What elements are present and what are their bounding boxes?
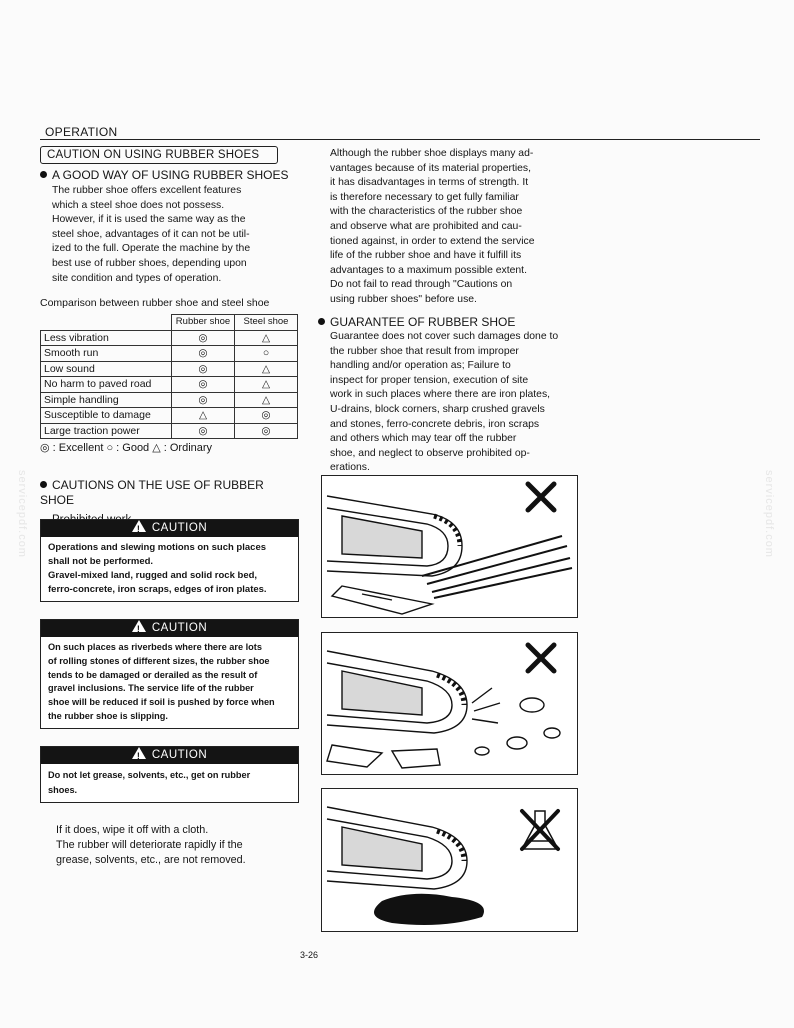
caution-2-text: On such places as riverbeds where there are lots of rolling stones of different sizes, the rubber shoe tends to be damaged or derailed as the result of gravel inclusions. The service life of the rubber shoe will be reduced if soil is pushed by force when the rubber shoe is slipping. bbox=[48, 642, 275, 721]
table-row: Low sound ◎ △ bbox=[41, 361, 298, 377]
illustration-rolling-stones bbox=[321, 632, 578, 775]
symbol-legend: ◎ : Excellent ○ : Good △ : Ordinary bbox=[40, 442, 213, 454]
good-way-section bbox=[40, 168, 298, 286]
header-rule bbox=[40, 139, 760, 140]
illustration-grease-solvents bbox=[321, 788, 578, 932]
comparison-caption: Comparison between rubber shoe and steel shoe bbox=[40, 297, 270, 309]
caution-bar: !CAUTION bbox=[41, 520, 298, 537]
table-row: Less vibration ◎ △ bbox=[41, 330, 298, 346]
page-number: 3-26 bbox=[300, 950, 319, 960]
caution-bar: !CAUTION bbox=[41, 747, 298, 764]
warning-icon bbox=[132, 747, 146, 759]
bullet-icon bbox=[40, 481, 47, 488]
col-rubber-shoe: Rubber shoe bbox=[172, 315, 235, 331]
crawler-on-stones-drawing bbox=[322, 633, 577, 774]
wipe-off-text: If it does, wipe it off with a cloth. The rubber will deteriorate rapidly if the grease, solvents, etc., are not removed. bbox=[56, 824, 246, 866]
prohibited-x-icon bbox=[528, 484, 554, 510]
crawler-in-solvent-drawing bbox=[322, 789, 577, 931]
warning-icon bbox=[132, 520, 146, 532]
guarantee-text: Guarantee does not cover such damages done to the rubber shoe that result from improper handling and/or operation as; Failure to inspect for proper tension, execution of site work in such places where there are iron plates, U-drains, block corners, sharp crushed gravels and stones, ferro-concrete debris, iron scraps and others which may tear off the rubber shoe, and neglect to observe prohibited op- erations. bbox=[330, 331, 559, 474]
table-row: Simple handling ◎ △ bbox=[41, 392, 298, 408]
caution-box-1 bbox=[40, 519, 299, 602]
cautions-use-heading: CAUTIONS ON THE USE OF RUBBER SHOE bbox=[40, 478, 264, 507]
bullet-icon bbox=[318, 318, 325, 325]
table-header-row bbox=[41, 315, 298, 331]
table-row: No harm to paved road ◎ △ bbox=[41, 377, 298, 393]
caution-box-2 bbox=[40, 619, 299, 729]
prohibited-x-icon bbox=[528, 645, 554, 671]
illustration-iron-bars bbox=[321, 475, 578, 618]
warning-icon bbox=[132, 620, 146, 632]
table-row: Smooth run ◎ ○ bbox=[41, 346, 298, 362]
bullet-icon bbox=[40, 171, 47, 178]
col-steel-shoe: Steel shoe bbox=[235, 315, 298, 331]
caution-title: CAUTION ON USING RUBBER SHOES bbox=[40, 146, 278, 164]
caution-box-3 bbox=[40, 746, 299, 803]
good-way-text: The rubber shoe offers excellent features which a steel shoe does not possess. However, if it is used the same way as the steel shoe, advantages of it can not be util- ized to the full. Operate the machine by the best use of rubber shoes, depending upon site condition and types of operation. bbox=[52, 185, 251, 284]
caution-3-text: Do not let grease, solvents, etc., get on rubber shoes. bbox=[48, 770, 251, 795]
prohibited-x-icon bbox=[522, 811, 558, 849]
guarantee-section bbox=[318, 315, 578, 476]
table-row: Susceptible to damage △ ◎ bbox=[41, 408, 298, 424]
caution-1-text: Operations and slewing motions on such places shall not be performed. Gravel-mixed land, rugged and solid rock bed, ferro-concrete, iron scraps, edges of iron plates. bbox=[48, 542, 267, 595]
crawler-on-iron-bars-drawing bbox=[322, 476, 577, 617]
intro-text: Although the rubber shoe displays many ad- vantages because of its material properties, it has disadvantages in terms of strength. It is therefore necessary to get fully familiar with the characteristics of the rubber shoe and observe what are prohibited and cau- tioned against, in order to extend the service life of the rubber shoe and have it fulfill its advantages to a maximum possible extent. Do not fail to read through "Cautions on using rubber shoes" before use. bbox=[330, 148, 535, 305]
caution-bar: !CAUTION bbox=[41, 620, 298, 637]
good-way-heading: A GOOD WAY OF USING RUBBER SHOES bbox=[40, 168, 298, 183]
watermark-right: servicepdf.com bbox=[763, 470, 775, 558]
comparison-table bbox=[40, 314, 298, 439]
watermark-left: servicepdf.com bbox=[16, 470, 28, 558]
table-row: Large traction power ◎ ◎ bbox=[41, 423, 298, 439]
section-header: OPERATION bbox=[45, 125, 118, 139]
guarantee-heading: GUARANTEE OF RUBBER SHOE bbox=[318, 315, 578, 330]
